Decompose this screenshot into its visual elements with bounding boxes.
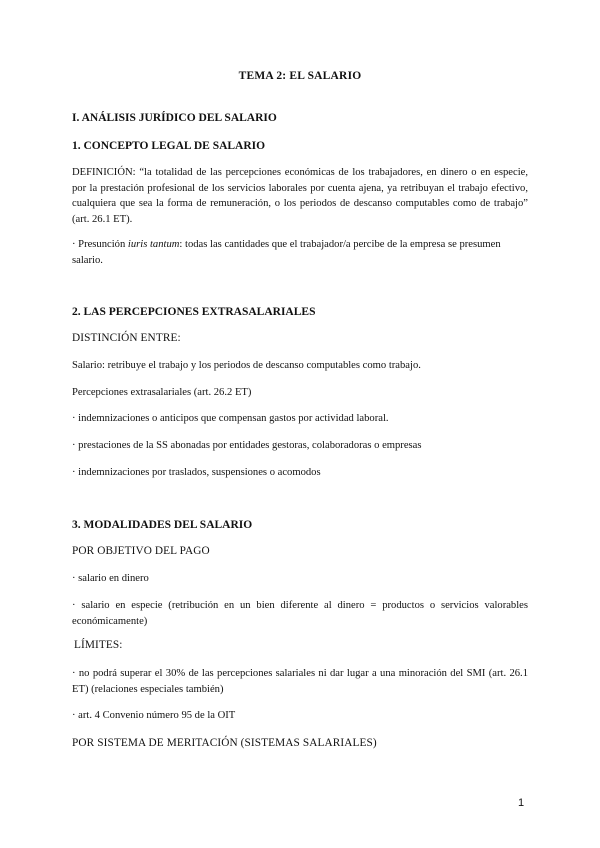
presumption-paragraph [72,237,528,268]
list-item: · indemnizaciones o anticipos que compensan gastos por actividad laboral. [72,413,389,424]
presumption-prefix: · Presunción [72,239,128,250]
presumption-term: iuris tantum [127,239,180,250]
list-item: · art. 4 Convenio número 95 de la OIT [72,710,236,721]
section-heading-percepciones: 2. LAS PERCEPCIONES EXTRASALARIALES [72,306,316,318]
list-item: · prestaciones de la SS abonadas por entidades gestoras, colaboradoras o empresas [72,440,422,451]
extrasalariales-label: Percepciones extrasalariales (art. 26.2 ET) [72,387,252,398]
subsection-heading-concepto: 1. CONCEPTO LEGAL DE SALARIO [72,140,266,152]
document-title: TEMA 2: EL SALARIO [238,70,362,82]
distinction-label: DISTINCIÓN ENTRE: [72,332,181,344]
definition-paragraph: DEFINICIÓN: “la totalidad de las percepciones económicas de los trabajadores, en dinero o en especie, por la prestación profesional de los servicios laborales por cuenta ajena, ya retribuyan el trabajo efectivo, cualquiera que sea la forma de remuneración, o los periodos de descanso computables como de trabajo” (art. 26.1 ET). [72,167,528,225]
salario-definition: Salario: retribuye el trabajo y los periodos de descanso computables como trabajo. [72,360,421,371]
meritacion-label: POR SISTEMA DE MERITACIÓN (SISTEMAS SALARIALES) [72,737,377,749]
list-item: · salario en especie (retribución en un bien diferente al dinero = productos o servicios valorables económicamente) [72,600,528,627]
objetivo-label: POR OBJETIVO DEL PAGO [72,545,210,557]
list-item: · no podrá superar el 30% de las percepciones salariales ni dar lugar a una minoración del SMI (art. 26.1 ET) (relaciones especiales también) [72,668,528,695]
limites-label: LÍMITES: [74,639,123,651]
list-item: · indemnizaciones por traslados, suspensiones o acomodos [72,467,321,478]
section-heading-modalidades: 3. MODALIDADES DEL SALARIO [72,519,253,531]
section-heading-analisis: I. ANÁLISIS JURÍDICO DEL SALARIO [72,112,277,124]
presumption-rest: : todas las cantidades que el trabajador/a percibe de la empresa se presumen salario. [72,239,501,266]
list-item: · salario en dinero [72,573,149,584]
page-number: 1 [518,797,525,809]
